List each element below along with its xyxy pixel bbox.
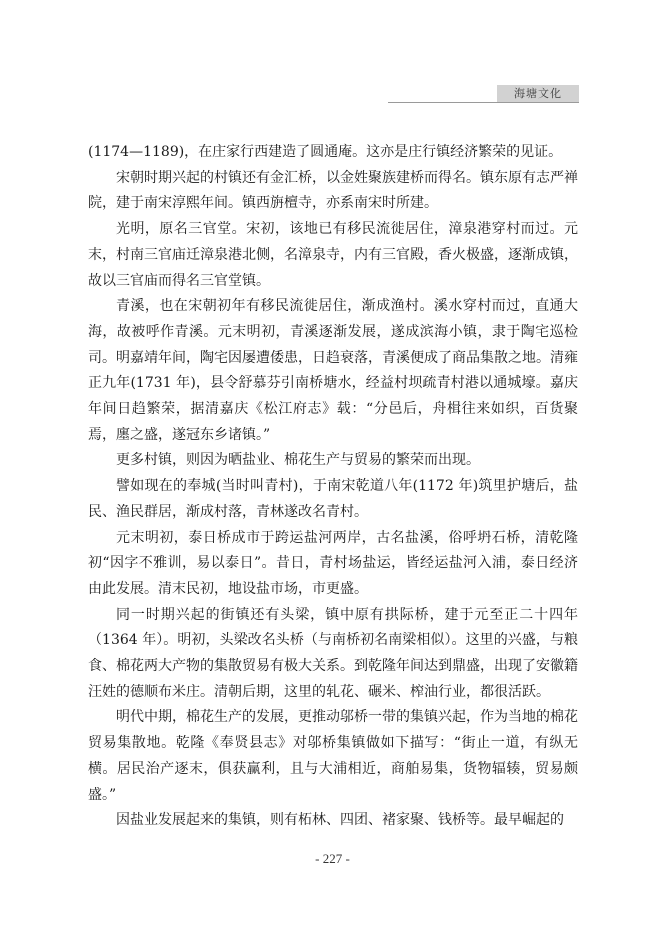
paragraph-more-villages: 更多村镇，则因为晒盐业、棉花生产与贸易的繁荣而出现。 — [116, 452, 480, 469]
paragraph-touliang: 同一时期兴起的街镇还有头梁，镇中原有拱际桥，建于元至正二十四年（1364 年）。明初，头梁改名头桥（与南桥初名南梁相似）。这里的兴盛，与粮食、棉花两大产物的集散贸易有极大关系。到乾隆年间达到鼎盛，出现了安徽籍汪姓的德顺布米庄。清朝后期，这里的轧花、碾米、榨油行业，都很活跃。 — [88, 606, 578, 700]
paragraph-continuation: (1174—1189)，在庄家行西建造了圆通庵。这亦是庄行镇经济繁荣的见证。 — [88, 144, 563, 160]
paragraph-jinhuiqiao: 宋朝时期兴起的村镇还有金汇桥，以金姓聚族建桥而得名。镇东原有志严禅院，建于南宋淳熙年间。镇西旃檀寺，亦系南宋时所建。 — [88, 169, 578, 212]
section-header-tab: 海塘文化 — [497, 85, 579, 102]
body-text — [88, 140, 578, 834]
paragraph-guangming: 光明，原名三官堂。宋初，该地已有移民流徙居住，漳泉港穿村而过。元末，村南三官庙迁漳泉港北侧，名漳泉寺，内有三官殿，香火极盛，逐渐成镇，故以三官庙而得名三官堂镇。 — [88, 221, 578, 289]
header-rule — [388, 102, 579, 103]
page-number: - 227 - — [315, 851, 350, 866]
paragraph-fengcheng: 譬如现在的奉城(当时叫青村)，于南宋乾道八年(1172 年)筑里护塘后，盐民、渔民群居，渐成村落，青林遂改名青村。 — [88, 478, 578, 520]
paragraph-salt-towns: 因盐业发展起来的集镇，则有柘林、四团、褚家聚、钱桥等。最早崛起的 — [116, 812, 564, 829]
paragraph-wuqiao: 明代中期，棉花生产的发展，更推动邬桥一带的集镇兴起，作为当地的棉花贸易集散地。乾隆《奉贤县志》对邬桥集镇做如下描写：“街止一道，有纵无横。居民治产逐末，俱获赢利，且与大浦相近，商舶易集，货物辐辏，贸易颇盛。” — [88, 709, 578, 803]
paragraph-qingxi: 青溪，也在宋朝初年有移民流徙居住，渐成渔村。溪水穿村而过，直通大海，故被呼作青溪。元末明初，青溪逐渐发展，遂成滨海小镇，隶于陶宅巡检司。明嘉靖年间，陶宅因屡遭倭患，日趋衰落，青溪便成了商品集散之地。清雍正九年(1731 年)，县令舒慕芬引南桥塘水，经益村坝疏青村港以通城壕。嘉庆年间日趋繁荣，据清嘉庆《松江府志》载：“分邑后，舟楫往来如织，百货聚焉，廛之盛，遂冠东乡诸镇。” — [88, 298, 578, 443]
paragraph-tairiqiao: 元末明初，泰日桥成市于跨运盐河两岸，古名盐溪，俗呼坍石桥，清乾隆初“因字不雅训，易以泰日”。昔日，青村场盐运，皆经运盐河入浦，泰日经济由此发展。清末民初，地设盐市场，市更盛。 — [88, 529, 578, 597]
